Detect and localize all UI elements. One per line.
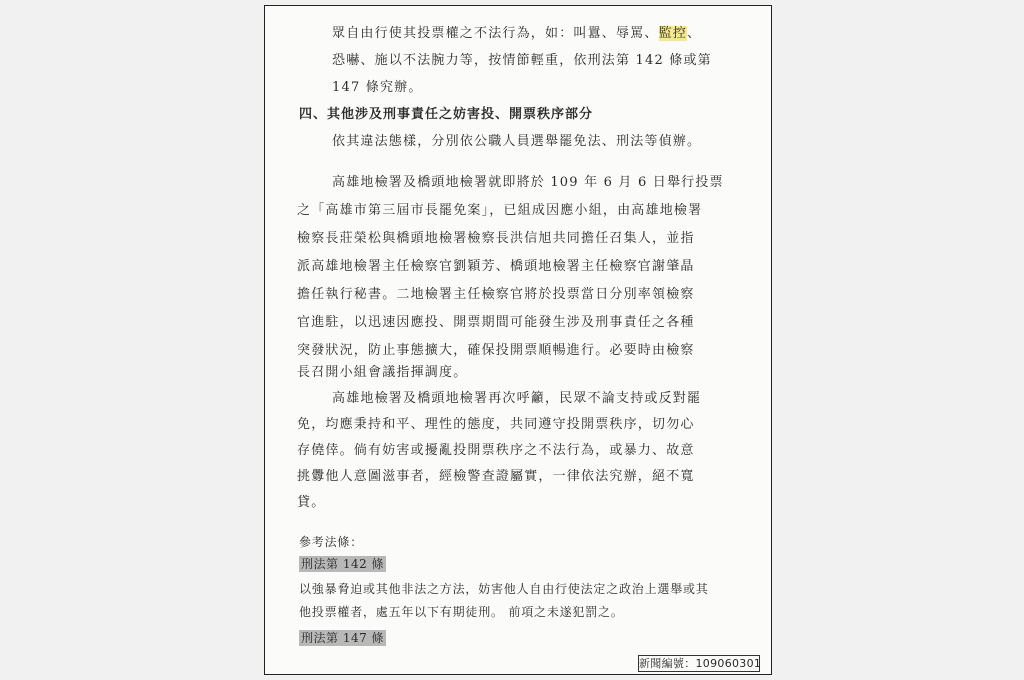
- text-line-9: 派高雄地檢署主任檢察官劉穎芳、橋頭地檢署主任檢察官謝肇晶: [297, 259, 695, 274]
- text-line-16: 存僥倖。倘有妨害或擾亂投開票秩序之不法行為，或暴力、故意: [297, 443, 695, 458]
- text-line-17: 挑釁他人意圖滋事者，經檢警查證屬實，一律依法究辦，絕不寬: [297, 469, 695, 484]
- law-article-147: 刑法第 147 條: [301, 631, 385, 645]
- text-line-15: 免，均應秉持和平、理性的態度，共同遵守投開票秩序，切勿心: [297, 417, 695, 432]
- section-heading: 四、其他涉及刑事責任之妨害投、開票秩序部分: [299, 107, 594, 122]
- law-text-line-2: 他投票權者，處五年以下有期徒刑。 前項之未遂犯罰之。: [299, 605, 624, 619]
- text-line-3: 147 條究辦。: [332, 80, 423, 95]
- text-line-6: 高雄地檢署及橋頭地檢署就即將於 109 年 6 月 6 日舉行投票: [332, 175, 724, 190]
- law-text-line-1: 以強暴脅迫或其他非法之方法，妨害他人自由行使法定之政治上選舉或其: [299, 582, 709, 596]
- text-line-8: 檢察長莊榮松與橋頭地檢署檢察長洪信旭共同擔任召集人，並指: [297, 231, 695, 246]
- text-line-5: 依其違法態樣，分別依公職人員選舉罷免法、刑法等偵辦。: [332, 134, 702, 149]
- text-line-14: 高雄地檢署及橋頭地檢署再次呼籲，民眾不論支持或反對罷: [332, 391, 702, 406]
- text-line-1: 眾自由行使其投票權之不法行為，如：叫囂、辱罵、監控、: [332, 26, 702, 41]
- law-article-142: 刑法第 142 條: [301, 557, 385, 571]
- text-line-12: 突發狀況，防止事態擴大，確保投開票順暢進行。必要時由檢察: [297, 343, 695, 358]
- highlighted-text: 監控: [658, 26, 688, 41]
- text-line-7: 之「高雄市第三屆市長罷免案」，已組成因應小組，由高雄地檢署: [297, 203, 703, 218]
- text-line-13: 長召開小組會議指揮調度。: [297, 365, 468, 380]
- news-id-box: 新聞編號：109060301: [639, 657, 762, 670]
- text-line-2: 恐嚇、施以不法腕力等，按情節輕重，依刑法第 142 條或第: [332, 53, 712, 68]
- reference-heading: 參考法條：: [299, 535, 364, 549]
- document-page: [264, 5, 772, 675]
- text-line-11: 官進駐，以迅速因應投、開票期間可能發生涉及刑事責任之各種: [297, 315, 695, 330]
- text-line-18: 貸。: [297, 495, 326, 510]
- text-line-10: 擔任執行秘書。二地檢署主任檢察官將於投票當日分別率領檢察: [297, 287, 695, 302]
